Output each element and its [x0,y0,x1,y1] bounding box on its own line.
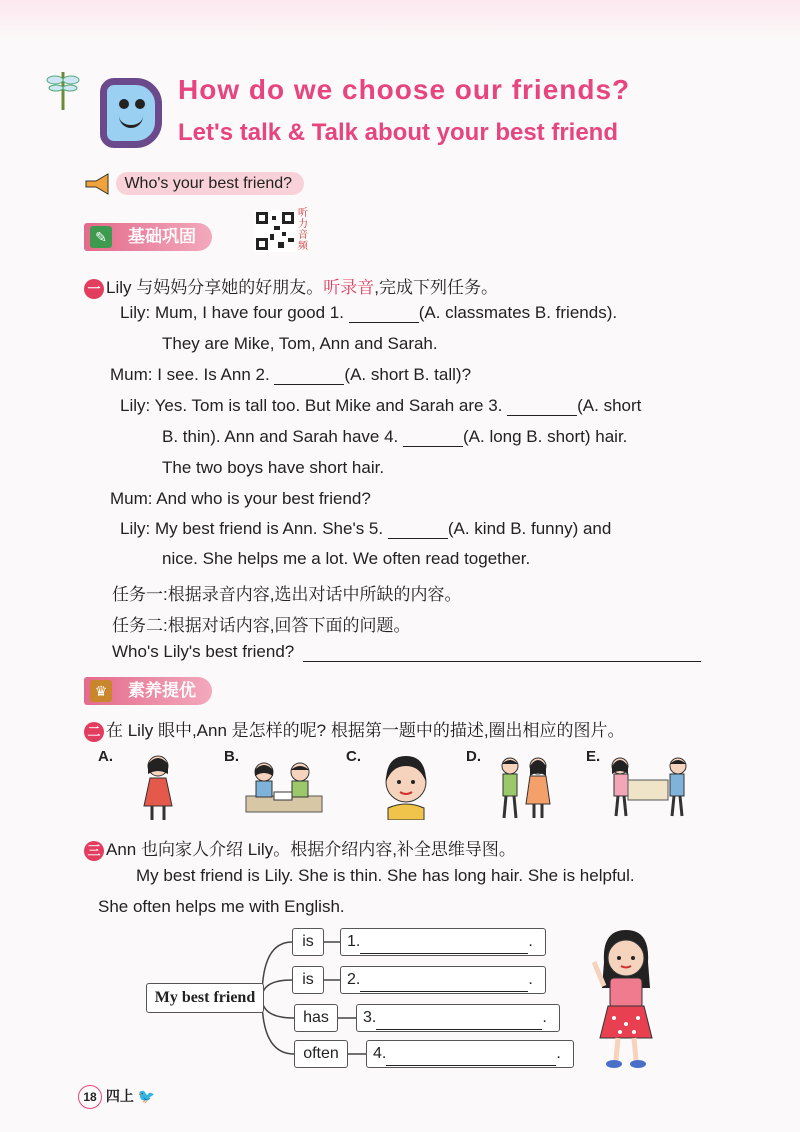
question-row [112,642,701,662]
line-text: I see. Is Ann 2. [157,365,275,384]
option-label-e: E. [586,748,601,765]
line-text: Yes. Tom is tall too. But Mike and Sarah are 3. [154,396,508,415]
dialogue-line [162,458,384,478]
dialogue-line [162,549,530,569]
mindmap-answer-4[interactable]: 4. . [366,1040,574,1068]
answer-number: 4. [373,1045,387,1062]
unit-letter-badge [100,78,162,148]
task2-text: 任务二:根据对话内容,回答下面的问题。 [112,616,411,635]
megaphone-icon [84,172,112,196]
section-basic-header [84,223,212,251]
page-number: 18 [78,1085,102,1109]
passage-line-2: She often helps me with English. [98,897,345,916]
dialogue-line [162,427,627,447]
line-text: Mum, I have four good 1. [154,303,349,322]
line-text: They are Mike, Tom, Ann and Sarah. [162,334,438,353]
section-advanced-header [84,677,212,705]
qr-label: 听力音频 [298,208,308,252]
option-label-d: D. [466,748,481,765]
option-label-a: A. [98,748,113,765]
line-text: B. thin). Ann and Sarah have 4. [162,427,403,446]
line-options: (A. short B. tall)? [344,365,472,384]
exercise2-instruction [84,716,625,742]
answer-line [360,981,528,992]
line-text: And who is your best friend? [156,489,371,508]
speaker: Mum: [110,365,153,384]
eye-icon [135,99,145,109]
mindmap-verb-4: often [294,1040,348,1068]
answer-blank-3[interactable] [507,401,577,416]
answer-blank-5[interactable] [388,524,448,539]
ex1-instr-c: ,完成下列任务。 [374,278,498,297]
dialogue-line [110,489,371,509]
line-options: (A. classmates B. friends). [418,303,618,322]
speaker: Mum: [110,489,153,508]
answer-blank-4[interactable] [403,432,463,447]
bird-icon: 🐦 [137,1088,156,1104]
notebook-icon: ✎ [90,226,112,248]
page-footer [78,1085,155,1109]
picture-option-c[interactable] [376,748,436,820]
answer-blank-1[interactable] [349,308,419,323]
line-options: (A. long B. short) hair. [463,427,628,446]
exercise1-number: 一 [84,279,104,299]
eye-icon [119,99,129,109]
dialogue-line [162,334,438,354]
answer-blank-2[interactable] [274,370,344,385]
task1-text: 任务一:根据录音内容,选出对话中所缺的内容。 [112,585,462,604]
exercise3-instruction [84,835,516,861]
dialogue-line [120,519,611,539]
ex2-instr: 在 Lily 眼中,Ann 是怎样的呢? 根据第一题中的描述,圈出相应的图片。 [106,721,625,740]
smile-icon [119,115,143,128]
grade-label: 四上 [105,1088,134,1104]
section-basic-title: 基础巩固 [128,227,196,246]
answer-line [386,1055,556,1066]
dialogue-line [120,303,617,323]
mindmap-verb-3: has [294,1004,338,1032]
line-options: (A. kind B. funny) and [447,519,612,538]
answer-number: 2. [347,971,361,988]
trophy-icon: ♛ [90,680,112,702]
ex1-instr-a: Lily 与妈妈分享她的好朋友。 [106,278,324,297]
answer-number: 3. [363,1009,377,1026]
speaker: Lily: [120,519,151,538]
mindmap-verb-1: is [292,928,324,956]
line-options: (A. short [577,396,642,415]
picture-option-e[interactable] [606,752,692,818]
dragonfly-icon [46,66,80,112]
line-text: My best friend is Ann. She's 5. [154,519,388,538]
passage-line-1: My best friend is Lily. She is thin. She has long hair. She is helpful. [136,866,635,885]
page-subtitle: Let's talk & Talk about your best friend [178,119,619,146]
question-answer-line[interactable] [303,647,701,662]
line-text: The two boys have short hair. [162,458,385,477]
exercise3-number: 三 [84,841,104,861]
topic-row [84,172,304,196]
picture-option-b[interactable] [244,756,324,816]
mindmap-center: My best friend [146,983,264,1013]
answer-line [360,943,528,954]
line-text: nice. She helps me a lot. We often read together. [162,549,531,568]
picture-option-d[interactable] [492,752,558,824]
question-text: Who's Lily's best friend? [112,642,295,661]
mindmap-answer-1[interactable]: 1. . [340,928,546,956]
top-strip [0,0,800,40]
ex1-instr-b: 听录音 [323,278,375,297]
section-advanced-title: 素养提优 [128,681,196,700]
answer-number: 1. [347,933,361,950]
exercise1-instruction [84,273,498,299]
girl-illustration [586,926,666,1072]
dialogue-line [110,365,471,385]
speaker: Lily: [120,303,151,322]
answer-line [376,1019,542,1030]
option-label-b: B. [224,748,239,765]
mindmap-verb-2: is [292,966,324,994]
speaker: Lily: [120,396,151,415]
mindmap-answer-3[interactable]: 3. . [356,1004,560,1032]
topic-pill: Who's your best friend? [116,172,304,195]
page-title: How do we choose our friends? [178,74,631,105]
ex3-instr: Ann 也向家人介绍 Lily。根据介绍内容,补全思维导图。 [106,840,516,859]
exercise2-number: 二 [84,722,104,742]
mindmap-answer-2[interactable]: 2. . [340,966,546,994]
option-label-c: C. [346,748,361,765]
dialogue-line [120,396,641,416]
qr-code-icon[interactable] [254,210,296,252]
picture-option-a[interactable] [136,752,180,824]
